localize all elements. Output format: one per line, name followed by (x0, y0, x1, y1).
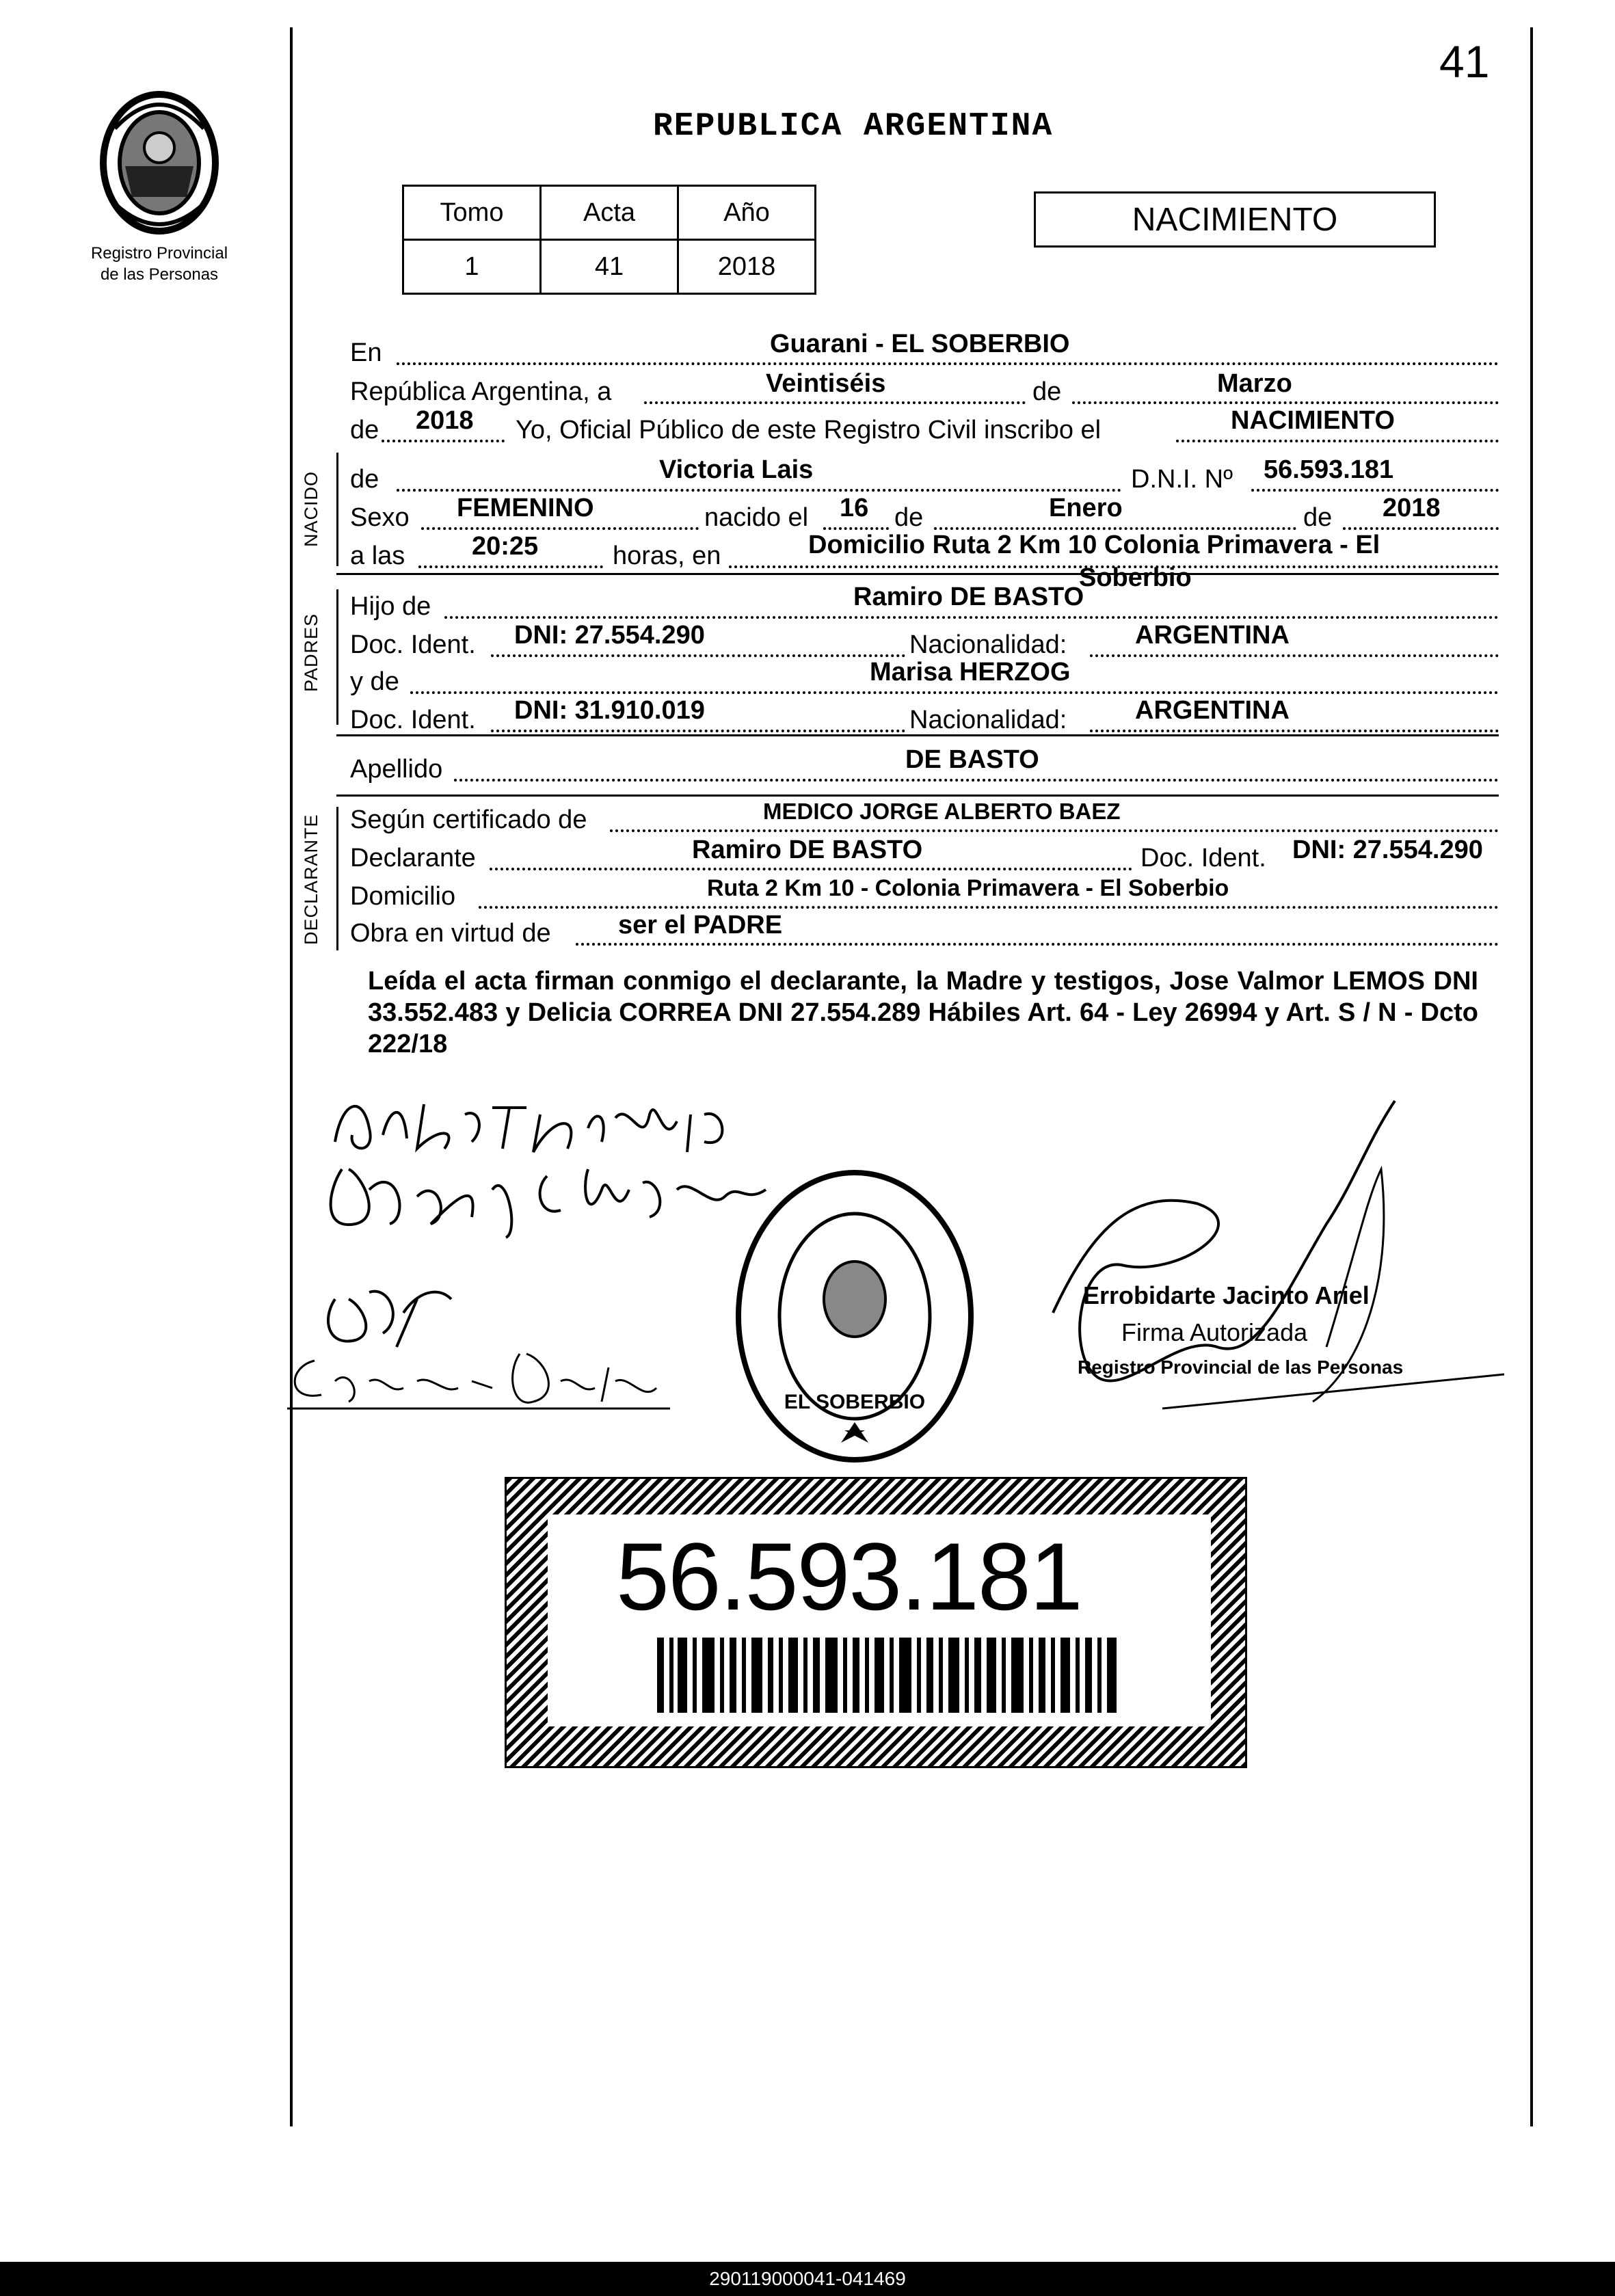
padre-nac-label: Nacionalidad: (909, 630, 1067, 659)
certificado-value: MEDICO JORGE ALBERTO BAEZ (763, 799, 1121, 824)
nacido-year: 2018 (1383, 494, 1441, 522)
province-logo (88, 88, 231, 238)
domicilio-value: Ruta 2 Km 10 - Colonia Primavera - El Soberbio (707, 875, 1229, 901)
year-dots (382, 440, 505, 442)
certificado-label: Según certificado de (350, 805, 587, 834)
logo-caption-2: de las Personas (100, 265, 219, 284)
padre-value: Ramiro DE BASTO (853, 583, 1084, 611)
year-prefix-label: de (350, 416, 379, 444)
closing-paragraph: Leída el acta firman conmigo el declarante, la Madre y testigos, Jose Valmor LEMOS DNI 33.552.483 y Delicia CORREA DNI 27.554.289 Hábiles Art. 64 - Ley 26994 y Art. S / N - Dcto 222/18 (368, 967, 1478, 1058)
page-number: 41 (1439, 36, 1490, 87)
padre-nac: ARGENTINA (1135, 621, 1290, 650)
padre-doc: DNI: 27.554.290 (514, 621, 705, 650)
nacido-month: Enero (1049, 494, 1123, 522)
padre-dots (444, 616, 1499, 619)
sticker-number: 56.593.181 (616, 1523, 1082, 1630)
nombre-value: Victoria Lais (659, 455, 814, 484)
record-type-box (1034, 191, 1436, 248)
lugar-value-1: Domicilio Ruta 2 Km 10 Colonia Primavera - El (808, 531, 1380, 559)
en-label: En (350, 338, 382, 367)
hijo-label: Hijo de (350, 592, 431, 621)
signature-herzog-marisa (301, 1149, 779, 1244)
footer-code: 290119000041-041469 (709, 2268, 906, 2289)
declarante-value: Ramiro DE BASTO (692, 836, 923, 864)
anio-header: Año (678, 186, 816, 240)
padre-doc-label: Doc. Ident. (350, 630, 476, 659)
section-label-padres: PADRES (301, 613, 321, 692)
madre-nac-dots (1090, 730, 1499, 732)
record-type: NACIMIENTO (1132, 201, 1338, 238)
month-value: Marzo (1217, 369, 1292, 398)
madre-nac-label: Nacionalidad: (909, 706, 1067, 734)
sticker-inner (548, 1514, 1211, 1726)
domicilio-label: Domicilio (350, 882, 456, 911)
obra-value: ser el PADRE (618, 911, 783, 939)
signature-correa-delicia (273, 1340, 684, 1422)
official-role: Firma Autorizada (1121, 1318, 1308, 1346)
hora-dots (418, 565, 603, 568)
apellido-dots (454, 779, 1499, 782)
yde-label: y de (350, 667, 399, 696)
nacido-de-label: de (894, 503, 924, 532)
id-sticker (505, 1477, 1247, 1768)
separator-3 (336, 795, 1499, 797)
day-value: Veintiséis (766, 369, 886, 398)
declarante-bracket (336, 807, 338, 950)
nacido-year-dots (1343, 527, 1499, 530)
dni-label: D.N.I. Nº (1131, 465, 1233, 494)
alas-label: a las (350, 542, 405, 570)
dni-value: 56.593.181 (1264, 455, 1394, 484)
madre-doc-dots (491, 730, 905, 732)
domicilio-dots (479, 906, 1499, 909)
padre-nac-dots (1090, 654, 1499, 657)
year-value: 2018 (416, 406, 474, 435)
nacido-de2-label: de (1303, 503, 1333, 532)
nacido-day: 16 (840, 494, 869, 522)
left-margin-line (290, 27, 293, 2126)
official-office: Registro Provincial de las Personas (1078, 1357, 1404, 1378)
official-signature (1039, 1087, 1518, 1443)
official-name: Errobidarte Jacinto Ariel (1083, 1281, 1370, 1309)
tomo-value: 1 (403, 240, 541, 294)
anio-value: 2018 (678, 240, 816, 294)
madre-dots (410, 691, 1499, 694)
madre-nac: ARGENTINA (1135, 696, 1290, 725)
acta-header: Acta (541, 186, 678, 240)
padre-doc-dots (491, 654, 905, 657)
certificado-dots (610, 829, 1499, 832)
horas-label: horas, en (613, 542, 721, 570)
declarante-label: Declarante (350, 844, 476, 872)
barcode-icon (657, 1638, 1122, 1713)
inscribo-dots (1176, 440, 1499, 442)
day-dots (644, 401, 1026, 404)
acta-value: 41 (541, 240, 678, 294)
official-stamp (725, 1162, 985, 1470)
declarante-doc-label: Doc. Ident. (1140, 844, 1266, 872)
republica-label: República Argentina, a (350, 377, 612, 406)
inscribo-text: Yo, Oficial Público de este Registro Civil inscribo el (516, 416, 1102, 444)
madre-doc: DNI: 31.910.019 (514, 696, 705, 725)
en-value: Guarani - EL SOBERBIO (770, 330, 1070, 358)
tomo-header: Tomo (403, 186, 541, 240)
document-title: REPUBLICA ARGENTINA (653, 108, 1054, 145)
obra-label: Obra en virtud de (350, 919, 551, 948)
hora-value: 20:25 (472, 532, 539, 561)
nacido-label: nacido el (704, 503, 809, 532)
declarante-doc: DNI: 27.554.290 (1292, 836, 1483, 864)
sexo-dots (421, 527, 699, 530)
nacido-day-dots (823, 527, 889, 530)
nombre-dots (397, 489, 1121, 492)
section-label-declarante: DECLARANTE (301, 814, 321, 945)
stamp-center-text: EL SOBERBIO (784, 1391, 926, 1413)
shield-emblem-icon (88, 88, 231, 238)
madre-value: Marisa HERZOG (870, 658, 1071, 686)
padres-bracket (336, 589, 338, 725)
logo-caption-1: Registro Provincial (90, 244, 228, 263)
month-dots (1072, 401, 1499, 404)
apellido-label: Apellido (350, 755, 443, 784)
inscribo-value: NACIMIENTO (1231, 406, 1395, 435)
nacido-month-dots (934, 527, 1296, 530)
month-de-label: de (1032, 377, 1062, 406)
separator-1 (336, 573, 1499, 575)
footer-code-bar (0, 2262, 1615, 2296)
declarante-dots (490, 868, 1132, 870)
en-dots (397, 362, 1499, 365)
nombre-de-label: de (350, 465, 379, 494)
dni-dots (1251, 489, 1499, 492)
right-margin-line (1530, 27, 1533, 2126)
madre-doc-label: Doc. Ident. (350, 706, 476, 734)
lugar-value-2: Soberbio (1079, 563, 1192, 592)
sexo-label: Sexo (350, 503, 410, 532)
apellido-value: DE BASTO (905, 745, 1039, 774)
sexo-value: FEMENINO (457, 494, 594, 522)
record-table (402, 185, 816, 295)
nacido-bracket (336, 453, 338, 566)
obra-dots (576, 943, 1499, 946)
section-label-nacido: NACIDO (301, 470, 321, 547)
